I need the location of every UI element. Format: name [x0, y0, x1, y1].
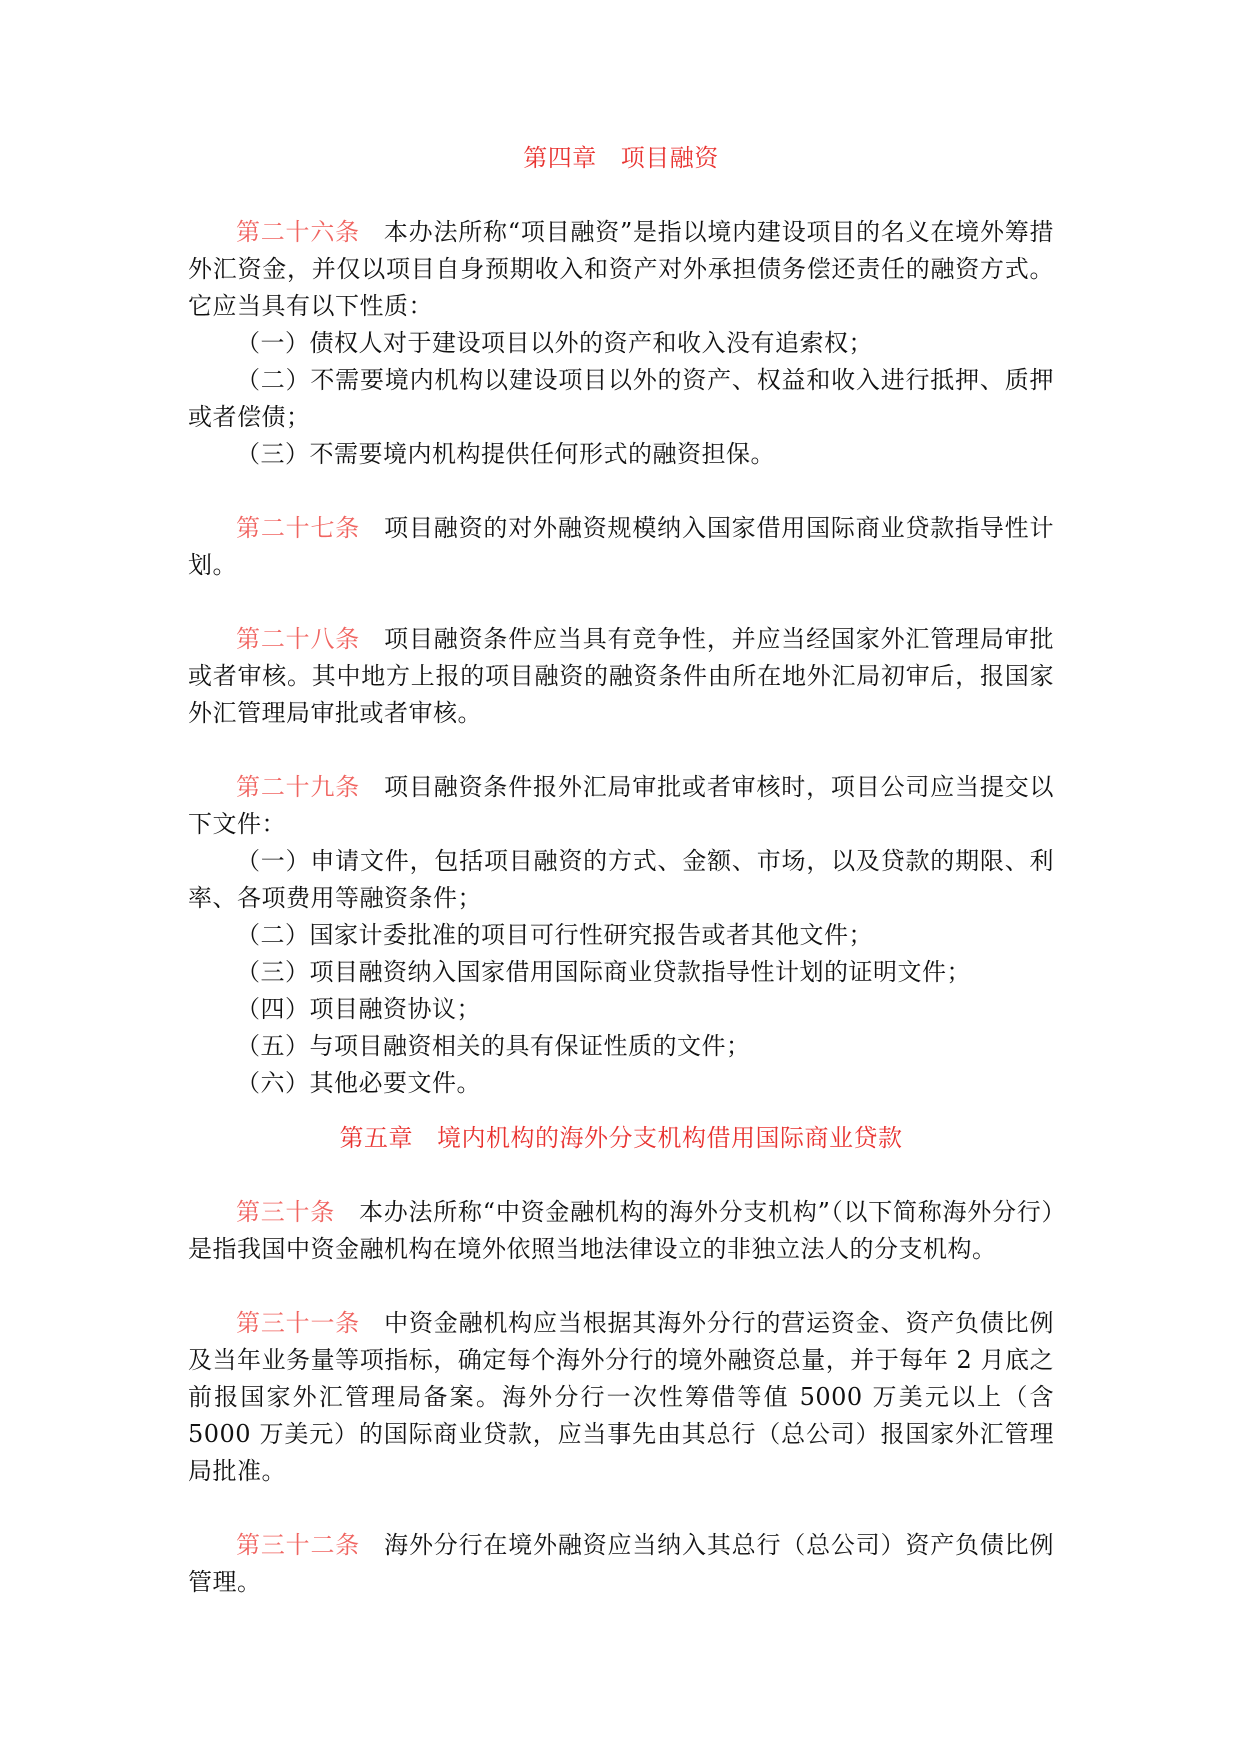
article-paragraph: [188, 769, 1054, 843]
article-paragraph: [188, 1305, 1054, 1490]
article-item: （一）申请文件，包括项目融资的方式、金额、市场，以及贷款的期限、利率、各项费用等融资条件；: [188, 847, 1054, 912]
article-text: 中资金融机构应当根据其海外分行的营运资金、资产负债比例及当年业务量等项指标，确定每个海外分行的境外融资总量，并于每年 2 月底之前报国家外汇管理局备案。海外分行一次性筹借等值 5000 万美元以上（含 5000 万美元）的国际商业贷款，应当事先由其总行（总公司）报国家外汇管理局批准。: [188, 1309, 1055, 1485]
article-paragraph: [188, 510, 1054, 584]
article: [188, 621, 1054, 732]
article: [188, 769, 1054, 1102]
article-text: 项目融资的对外融资规模纳入国家借用国际商业贷款指导性计划。: [188, 514, 1055, 579]
article-item: （二）不需要境内机构以建设项目以外的资产、权益和收入进行抵押、质押或者偿债；: [188, 366, 1054, 431]
chapter-number: 第五章: [339, 1124, 413, 1152]
article-number: 第二十八条: [236, 625, 361, 653]
article-item: （五）与项目融资相关的具有保证性质的文件；: [236, 1032, 751, 1060]
article: [188, 510, 1054, 584]
chapter-heading: [188, 140, 1054, 177]
article-number: 第三十一条: [236, 1309, 361, 1337]
chapter-title: 项目融资: [620, 144, 719, 172]
article-text: 本办法所称“中资金融机构的海外分支机构”（以下简称海外分行）是指我国中资金融机构在境外依照当地法律设立的非独立法人的分支机构。: [188, 1198, 1054, 1263]
article-item: （一）债权人对于建设项目以外的资产和收入没有追索权；: [236, 329, 873, 357]
article-paragraph: [188, 214, 1054, 325]
article-number: 第二十七条: [236, 514, 361, 542]
article: [188, 1194, 1054, 1268]
chapter-title: 境内机构的海外分支机构借用国际商业贷款: [437, 1124, 903, 1152]
article: [188, 1305, 1054, 1490]
article: [188, 214, 1054, 473]
chapter-number: 第四章: [523, 144, 597, 172]
article-number: 第二十六条: [236, 218, 360, 246]
document-page: [188, 140, 1054, 1638]
article-item: （三）项目融资纳入国家借用国际商业贷款指导性计划的证明文件；: [236, 958, 971, 986]
article-item: （四）项目融资协议；: [236, 995, 481, 1023]
article-paragraph: [188, 1194, 1054, 1268]
article-number: 第三十条: [236, 1198, 336, 1226]
article-paragraph: [188, 621, 1054, 732]
article-text: 海外分行在境外融资应当纳入其总行（总公司）资产负债比例管理。: [188, 1531, 1055, 1596]
article-text: 本办法所称“项目融资”是指以境内建设项目的名义在境外筹措外汇资金，并仅以项目自身预期收入和资产对外承担债务偿还责任的融资方式。它应当具有以下性质：: [188, 218, 1054, 320]
article: [188, 1527, 1054, 1601]
article-number: 第三十二条: [236, 1531, 361, 1559]
article-item: （六）其他必要文件。: [236, 1069, 481, 1097]
article-number: 第二十九条: [236, 773, 361, 801]
article-item: （二）国家计委批准的项目可行性研究报告或者其他文件；: [236, 921, 873, 949]
article-paragraph: [188, 1527, 1054, 1601]
article-text: 项目融资条件应当具有竞争性，并应当经国家外汇管理局审批或者审核。其中地方上报的项目融资的融资条件由所在地外汇局初审后，报国家外汇管理局审批或者审核。: [188, 625, 1055, 727]
article-text: 项目融资条件报外汇局审批或者审核时，项目公司应当提交以下文件：: [188, 773, 1055, 838]
article-item: （三）不需要境内机构提供任何形式的融资担保。: [236, 440, 775, 468]
chapter-heading: [188, 1120, 1054, 1157]
